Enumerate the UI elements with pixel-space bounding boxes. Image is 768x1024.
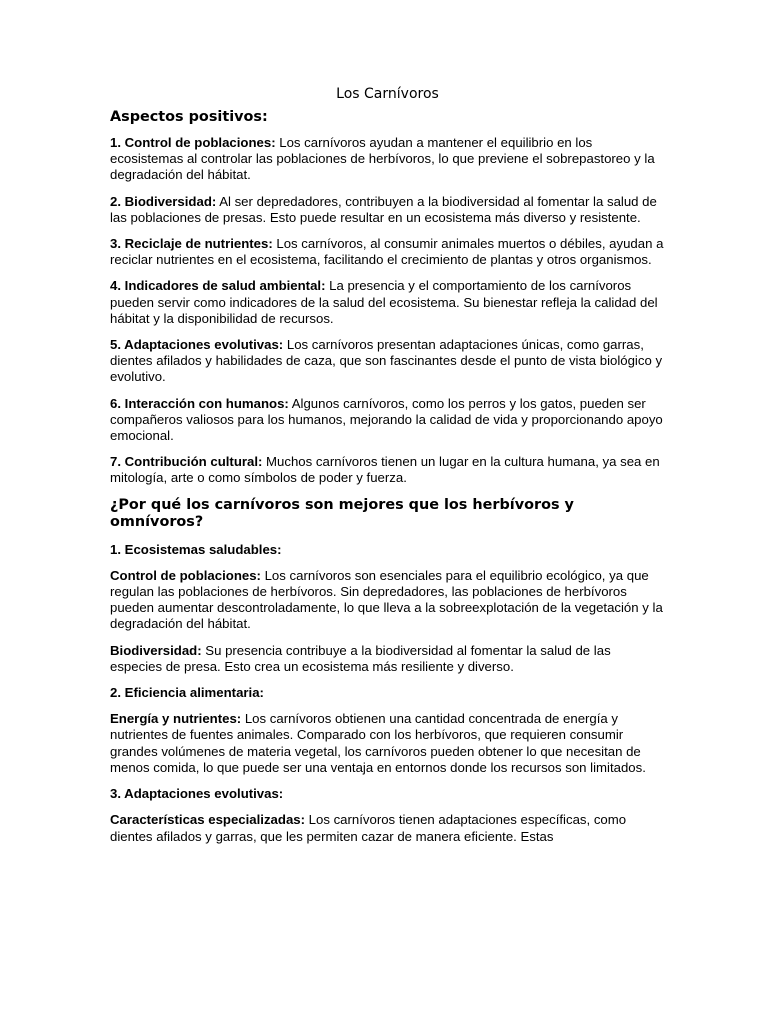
paragraph-reciclaje-nutrientes: [110, 236, 665, 268]
paragraph-text: Los carnívoros obtienen una cantidad concentrada de energía y nutrientes de fuentes animales. Comparado con los herbívoros, que requieren consumir grandes volúmenes de materia vegetal, los carnívoros pueden obtener lo que necesitan de menos comida, lo que puede ser una ventaja en entornos donde los recursos son limitados.: [110, 711, 646, 775]
subheading-eficiencia-alimentaria: 2. Eficiencia alimentaria:: [110, 685, 264, 701]
paragraph-text: Muchos carnívoros tienen un lugar en la cultura humana, ya sea en mitología, arte o como símbolos de poder y fuerza.: [110, 454, 660, 486]
paragraph-control-poblaciones-2: [110, 568, 665, 633]
paragraph-label: 2. Biodiversidad:: [110, 193, 217, 209]
paragraph-text: Los carnívoros ayudan a mantener el equilibrio en los ecosistemas al controlar las poblaciones de herbívoros, lo que previene el sobrepastoreo y la degradación del hábitat.: [110, 135, 655, 183]
paragraph-label: 6. Interacción con humanos:: [110, 395, 289, 411]
paragraph-label: 4. Indicadores de salud ambiental:: [110, 278, 326, 294]
section-heading-aspectos-positivos: Aspectos positivos:: [110, 109, 268, 125]
paragraph-label: Control de poblaciones:: [110, 567, 261, 583]
subheading-adaptaciones-evolutivas: 3. Adaptaciones evolutivas:: [110, 786, 284, 802]
document-title: Los Carnívoros: [336, 86, 439, 102]
paragraph-text: Los carnívoros tienen adaptaciones específicas, como dientes afilados y garras, que les permiten cazar de manera eficiente. Estas: [110, 812, 627, 844]
paragraph-label: Características especializadas:: [110, 812, 305, 828]
subheading-ecosistemas-saludables: 1. Ecosistemas saludables:: [110, 541, 282, 557]
paragraph-label: Energía y nutrientes:: [110, 711, 242, 727]
paragraph-label: 3. Reciclaje de nutrientes:: [110, 236, 273, 252]
section-heading-por-que: ¿Por qué los carnívoros son mejores que los herbívoros y omnívoros?: [110, 496, 574, 530]
paragraph-text: Al ser depredadores, contribuyen a la biodiversidad al fomentar la salud de las poblaciones de presas. Esto puede resultar en un ecosistema más diverso y resistente.: [110, 193, 657, 225]
paragraph-text: Su presencia contribuye a la biodiversidad al fomentar la salud de las especies de presa. Esto crea un ecosistema más resiliente y diverso.: [110, 642, 611, 674]
paragraph-label: 1. Control de poblaciones:: [110, 135, 276, 150]
paragraph-indicadores-salud: [110, 278, 665, 327]
paragraph-text: Algunos carnívoros, como los perros y los gatos, pueden ser compañeros valiosos para los humanos, mejorando la calidad de vida y proporcionando apoyo emocional.: [110, 395, 663, 444]
paragraph-text: La presencia y el comportamiento de los carnívoros pueden servir como indicadores de la salud del ecosistema. Su bienestar refleja la calidad del hábitat y la disponibilidad de recursos.: [110, 278, 658, 326]
document-page: [110, 85, 665, 855]
paragraph-contribucion-cultural: [110, 454, 665, 486]
paragraph-adaptaciones-evolutivas: [110, 337, 665, 386]
paragraph-label: 7. Contribución cultural:: [110, 454, 263, 470]
paragraph-biodiversidad-2: [110, 643, 665, 675]
paragraph-text: Los carnívoros presentan adaptaciones únicas, como garras, dientes afilados y habilidades de caza, que son fascinantes desde el punto de vista biológico y evolutivo.: [110, 337, 663, 385]
paragraph-caracteristicas-especializadas: [110, 812, 665, 844]
paragraph-biodiversidad: [110, 194, 665, 226]
paragraph-control-poblaciones: [110, 135, 665, 184]
paragraph-text: Los carnívoros, al consumir animales muertos o débiles, ayudan a reciclar nutrientes en el ecosistema, facilitando el crecimiento de plantas y otros organismos.: [110, 236, 664, 268]
paragraph-label: 5. Adaptaciones evolutivas:: [110, 337, 284, 353]
paragraph-text: Los carnívoros son esenciales para el equilibrio ecológico, ya que regulan las poblaciones de herbívoros. Sin depredadores, las poblaciones de herbívoros pueden aumentar descontroladamente, lo que lleva a la sobreexplotación de la vegetación y la degradación del hábitat.: [110, 567, 663, 632]
paragraph-interaccion-humanos: [110, 396, 665, 445]
paragraph-energia-nutrientes: [110, 711, 665, 776]
paragraph-label: Biodiversidad:: [110, 642, 202, 658]
